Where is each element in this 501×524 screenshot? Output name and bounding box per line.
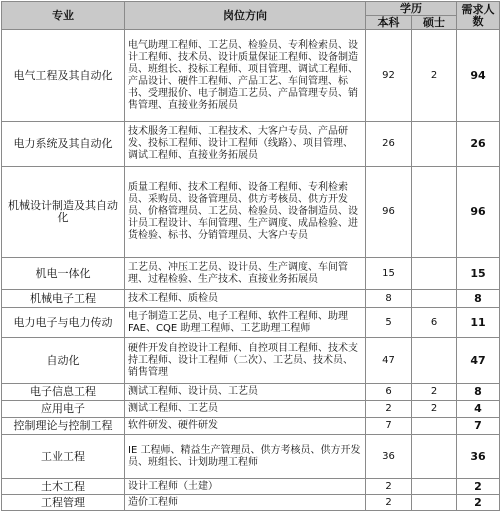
- major-cell: 机械电子工程: [2, 290, 125, 308]
- need-cell: 11: [457, 308, 500, 338]
- master-cell: 2: [412, 30, 457, 122]
- major-cell: 机电一体化: [2, 258, 125, 290]
- table-row: [2, 122, 500, 167]
- need-cell: 4: [457, 401, 500, 418]
- bachelor-cell: 15: [366, 258, 412, 290]
- master-cell: [412, 338, 457, 384]
- bachelor-cell: 2: [366, 495, 412, 511]
- major-cell: 土木工程: [2, 479, 125, 495]
- bachelor-cell: 8: [366, 290, 412, 308]
- master-cell: [412, 167, 457, 258]
- header-need: 需求人数: [457, 2, 500, 30]
- need-cell: 94: [457, 30, 500, 122]
- duty-cell: 测试工程师、设计员、工艺员: [125, 384, 366, 401]
- major-cell: 电子信息工程: [2, 384, 125, 401]
- bachelor-cell: 6: [366, 384, 412, 401]
- bachelor-cell: 96: [366, 167, 412, 258]
- table-row: [2, 290, 500, 308]
- duty-cell: 造价工程师: [125, 495, 366, 511]
- major-cell: 控制理论与控制工程: [2, 418, 125, 435]
- need-cell: 26: [457, 122, 500, 167]
- table-row: [2, 167, 500, 258]
- need-cell: 7: [457, 418, 500, 435]
- bachelor-cell: 2: [366, 401, 412, 418]
- duty-cell: 技术服务工程师、工程技术、大客户专员、产品研发、投标工程师、设计工程师（线路）、项目管理、调试工程师、直接业务拓展员: [125, 122, 366, 167]
- major-cell: 应用电子: [2, 401, 125, 418]
- need-cell: 8: [457, 290, 500, 308]
- master-cell: 6: [412, 308, 457, 338]
- need-cell: 36: [457, 435, 500, 479]
- bachelor-cell: 92: [366, 30, 412, 122]
- bachelor-cell: 5: [366, 308, 412, 338]
- table-row: [2, 401, 500, 418]
- master-cell: [412, 435, 457, 479]
- major-cell: 机械设计制造及其自动化: [2, 167, 125, 258]
- duty-cell: 测试工程师、工艺员: [125, 401, 366, 418]
- duty-cell: 硬件开发自控设计工程师、自控项目工程师、技术支持工程师、设计工程师（二次）、工艺员、技术员、销售管理: [125, 338, 366, 384]
- major-cell: 自动化: [2, 338, 125, 384]
- table-row: [2, 30, 500, 122]
- table-row: [2, 258, 500, 290]
- need-cell: 47: [457, 338, 500, 384]
- master-cell: 2: [412, 401, 457, 418]
- duty-cell: 软件研发、硬件研发: [125, 418, 366, 435]
- bachelor-cell: 26: [366, 122, 412, 167]
- table-row: [2, 338, 500, 384]
- duty-cell: 质量工程师、技术工程师、设备工程师、专利检索员、采购员、设备管理员、供方考核员、供方开发员、价格管理员、工艺员、检验员、设备制造员、设计员工程设计、车间管理、生产调度、成品检验、进货检验、标书、分销管理员、大客户专员: [125, 167, 366, 258]
- table-row: [2, 435, 500, 479]
- master-cell: [412, 290, 457, 308]
- duty-cell: 设计工程师（土建）: [125, 479, 366, 495]
- master-cell: 2: [412, 384, 457, 401]
- duty-cell: 电子制造工艺员、电子工程师、软件工程师、助理 FAE、CQE 助理工程师、工艺助理工程师: [125, 308, 366, 338]
- table-row: [2, 495, 500, 511]
- major-cell: 工业工程: [2, 435, 125, 479]
- master-cell: [412, 495, 457, 511]
- need-cell: 2: [457, 495, 500, 511]
- need-cell: 8: [457, 384, 500, 401]
- master-cell: [412, 122, 457, 167]
- table-row: [2, 384, 500, 401]
- need-cell: 2: [457, 479, 500, 495]
- header-degree: 学历: [366, 2, 457, 16]
- header-master: 硕士: [412, 16, 457, 30]
- header-bachelor: 本科: [366, 16, 412, 30]
- major-cell: 电力系统及其自动化: [2, 122, 125, 167]
- major-cell: 电气工程及其自动化: [2, 30, 125, 122]
- duty-cell: 电气助理工程师、工艺员、检验员、专利检索员、设计工程师、技术员、设计质量保证工程师、设备制造员、班组长、投标工程师、项目管理、调试工程师、产品设计、硬件工程师、产品工艺、车间管理、标书、受理报价、电子制造工艺员、产品管理专员、销售管理、直接业务拓展员: [125, 30, 366, 122]
- master-cell: [412, 418, 457, 435]
- master-cell: [412, 479, 457, 495]
- master-cell: [412, 258, 457, 290]
- bachelor-cell: 47: [366, 338, 412, 384]
- table-row: [2, 308, 500, 338]
- duty-cell: 技术工程师、质检员: [125, 290, 366, 308]
- bachelor-cell: 36: [366, 435, 412, 479]
- need-cell: 15: [457, 258, 500, 290]
- header-major: 专业: [2, 2, 125, 30]
- bachelor-cell: 7: [366, 418, 412, 435]
- table-row: [2, 479, 500, 495]
- table-row: [2, 418, 500, 435]
- recruitment-table: [1, 1, 500, 511]
- duty-cell: IE 工程师、精益生产管理员、供方考核员、供方开发员、班组长、计划助理工程师: [125, 435, 366, 479]
- major-cell: 工程管理: [2, 495, 125, 511]
- duty-cell: 工艺员、冲压工艺员、设计员、生产调度、车间管理、过程检验、生产技术、直接业务拓展员: [125, 258, 366, 290]
- header-duty: 岗位方向: [125, 2, 366, 30]
- major-cell: 电力电子与电力传动: [2, 308, 125, 338]
- bachelor-cell: 2: [366, 479, 412, 495]
- need-cell: 96: [457, 167, 500, 258]
